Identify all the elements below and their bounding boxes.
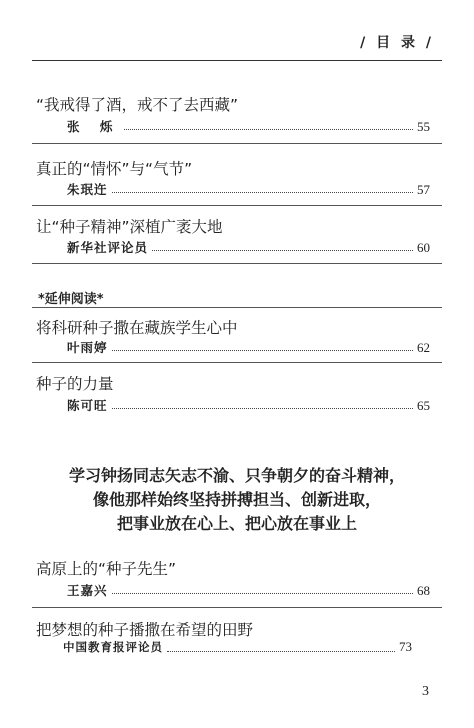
toc-author: 新华社评论员: [67, 240, 149, 255]
banner-quote: [0, 464, 474, 536]
dot-leader: [112, 408, 413, 409]
toc-title[interactable]: 让“种子精神”深植广袤大地: [36, 218, 223, 236]
divider: [32, 143, 442, 144]
dot-leader: [152, 250, 413, 251]
toc-author: 王嘉兴: [67, 583, 108, 598]
toc-entry-line[interactable]: [63, 639, 412, 657]
section-label: *延伸阅读*: [38, 292, 104, 307]
banner-line: 把事业放在心上、把心放在事业上: [116, 514, 357, 533]
toc-title[interactable]: 将科研种子撒在藏族学生心中: [36, 319, 238, 337]
toc-page-number: 73: [399, 639, 412, 654]
toc-title[interactable]: 真正的“情怀”与“气节”: [36, 160, 193, 178]
divider: [32, 607, 442, 608]
toc-title[interactable]: “我戒得了酒，戒不了去西藏”: [36, 96, 239, 114]
toc-page-number: 65: [417, 398, 430, 413]
toc-author: 中国教育报评论员: [63, 640, 163, 654]
dot-leader: [112, 593, 413, 594]
toc-title[interactable]: 高原上的“种子先生”: [36, 560, 177, 578]
toc-entry-line[interactable]: [67, 238, 430, 256]
banner-line: 学习钟扬同志矢志不渝、只争朝夕的奋斗精神，: [68, 466, 405, 485]
toc-page-number: 55: [417, 119, 430, 134]
divider: [32, 205, 442, 206]
toc-page-number: 60: [417, 240, 430, 255]
toc-author: 叶雨婷: [67, 340, 108, 355]
section-header: / 目 录 /: [360, 35, 434, 51]
dot-leader: [124, 129, 413, 130]
toc-entry-line[interactable]: [67, 581, 430, 599]
toc-author: 朱珉迕: [67, 182, 108, 197]
page-number: 3: [422, 684, 429, 699]
header-rule: [32, 60, 442, 61]
toc-title[interactable]: 把梦想的种子播撒在希望的田野: [36, 621, 254, 639]
dot-leader: [112, 350, 413, 351]
toc-entry-line[interactable]: [67, 117, 430, 135]
toc-entry-line[interactable]: [67, 338, 430, 356]
divider: [32, 362, 442, 363]
divider: [32, 263, 442, 264]
toc-author: 陈可旺: [67, 398, 108, 413]
toc-page-number: 62: [417, 340, 430, 355]
dot-leader: [167, 651, 395, 652]
toc-page-number: 57: [417, 182, 430, 197]
dot-leader: [112, 192, 413, 193]
toc-author: 张 烁: [67, 119, 121, 134]
toc-entry-line[interactable]: [67, 180, 430, 198]
toc-title[interactable]: 种子的力量: [36, 375, 114, 393]
toc-page-number: 68: [417, 583, 430, 598]
banner-line: 像他那样始终坚持拼搏担当、创新进取，: [92, 490, 381, 509]
toc-entry-line[interactable]: [67, 396, 430, 414]
divider: [32, 307, 442, 308]
